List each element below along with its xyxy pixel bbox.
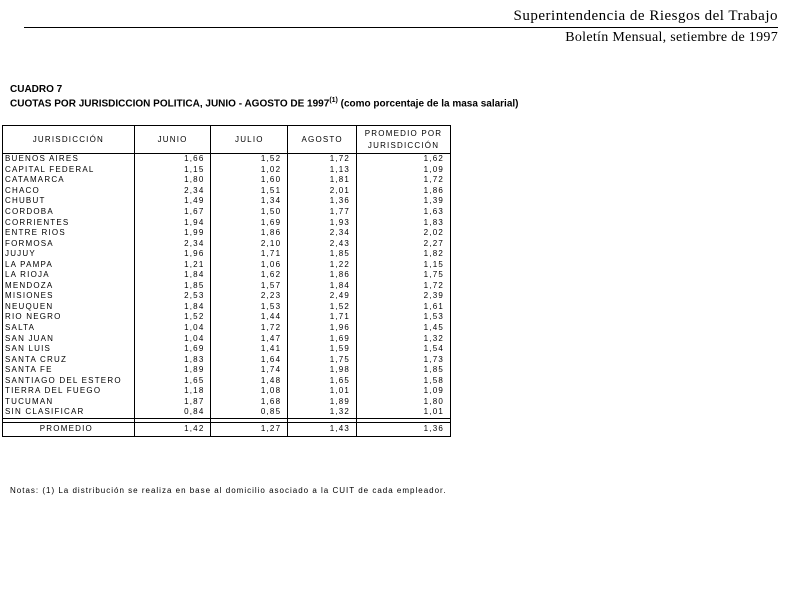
value-cell: 1,09 xyxy=(357,386,451,397)
value-cell: 1,75 xyxy=(357,270,451,281)
table-header-row xyxy=(3,126,451,154)
value-cell: 1,94 xyxy=(134,217,211,228)
jurisdiccion-cell: SANTA CRUZ xyxy=(3,354,135,365)
value-cell: 1,98 xyxy=(288,365,357,376)
table-row xyxy=(3,186,451,197)
value-cell: 1,73 xyxy=(357,354,451,365)
table-row xyxy=(3,175,451,186)
table-row xyxy=(3,154,451,165)
table-row xyxy=(3,365,451,376)
value-cell: 0,84 xyxy=(134,407,211,418)
table-row xyxy=(3,238,451,249)
value-cell: 1,84 xyxy=(288,281,357,292)
jurisdiccion-cell: TUCUMAN xyxy=(3,397,135,408)
value-cell: 2,43 xyxy=(288,238,357,249)
value-cell: 1,44 xyxy=(211,312,288,323)
value-cell: 1,86 xyxy=(288,270,357,281)
value-cell: 1,86 xyxy=(357,186,451,197)
value-cell: 1,08 xyxy=(211,386,288,397)
value-cell: 1,47 xyxy=(211,333,288,344)
value-cell: 2,23 xyxy=(211,291,288,302)
table-row xyxy=(3,228,451,239)
jurisdiccion-cell: CAPITAL FEDERAL xyxy=(3,165,135,176)
value-cell: 2,02 xyxy=(357,228,451,239)
table-row xyxy=(3,386,451,397)
jurisdiccion-cell: FORMOSA xyxy=(3,238,135,249)
value-cell: 1,34 xyxy=(211,196,288,207)
value-cell: 1,77 xyxy=(288,207,357,218)
value-cell: 1,81 xyxy=(288,175,357,186)
value-cell: 1,61 xyxy=(357,302,451,313)
table-row xyxy=(3,165,451,176)
table-row xyxy=(3,259,451,270)
value-cell: 1,82 xyxy=(357,249,451,260)
publisher-title: Superintendencia de Riesgos del Trabajo xyxy=(513,8,778,24)
bulletin-subtitle: Boletín Mensual, setiembre de 1997 xyxy=(565,30,778,45)
jurisdiccion-cell: CHACO xyxy=(3,186,135,197)
value-cell: 1,72 xyxy=(357,281,451,292)
value-cell: 1,74 xyxy=(211,365,288,376)
value-cell: 2,10 xyxy=(211,238,288,249)
jurisdiccion-cell: PROMEDIO xyxy=(3,422,135,436)
value-cell: 1,75 xyxy=(288,354,357,365)
value-cell: 1,84 xyxy=(134,270,211,281)
value-cell: 1,27 xyxy=(211,422,288,436)
value-cell: 1,83 xyxy=(134,354,211,365)
table-row xyxy=(3,354,451,365)
table-row xyxy=(3,249,451,260)
value-cell: 2,34 xyxy=(288,228,357,239)
cuadro-title-line xyxy=(10,95,519,109)
value-cell: 1,52 xyxy=(211,154,288,165)
value-cell: 1,15 xyxy=(134,165,211,176)
cuadro-note: (como porcentaje de la masa salarial) xyxy=(340,98,519,110)
jurisdiccion-cell: BUENOS AIRES xyxy=(3,154,135,165)
table-row xyxy=(3,281,451,292)
jurisdiccion-cell: CORRIENTES xyxy=(3,217,135,228)
value-cell: 1,58 xyxy=(357,375,451,386)
value-cell: 1,18 xyxy=(134,386,211,397)
value-cell: 1,36 xyxy=(288,196,357,207)
value-cell: 2,39 xyxy=(357,291,451,302)
jurisdiccion-cell: SAN JUAN xyxy=(3,333,135,344)
value-cell: 1,62 xyxy=(357,154,451,165)
value-cell: 1,21 xyxy=(134,259,211,270)
table-row xyxy=(3,196,451,207)
value-cell: 1,68 xyxy=(211,397,288,408)
value-cell: 1,93 xyxy=(288,217,357,228)
value-cell: 1,69 xyxy=(134,344,211,355)
value-cell: 1,32 xyxy=(357,333,451,344)
table-row xyxy=(3,375,451,386)
jurisdiccion-cell: MENDOZA xyxy=(3,281,135,292)
value-cell: 1,72 xyxy=(357,175,451,186)
table-row xyxy=(3,312,451,323)
value-cell: 1,80 xyxy=(134,175,211,186)
table-row xyxy=(3,397,451,408)
value-cell: 2,53 xyxy=(134,291,211,302)
value-cell: 1,85 xyxy=(357,365,451,376)
value-cell: 1,85 xyxy=(134,281,211,292)
value-cell: 1,15 xyxy=(357,259,451,270)
jurisdiccion-cell: SAN LUIS xyxy=(3,344,135,355)
table-row xyxy=(3,270,451,281)
value-cell: 1,36 xyxy=(357,422,451,436)
value-cell: 1,65 xyxy=(134,375,211,386)
value-cell: 2,49 xyxy=(288,291,357,302)
value-cell: 1,63 xyxy=(357,207,451,218)
jurisdiccion-cell: MISIONES xyxy=(3,291,135,302)
header-junio: JUNIO xyxy=(134,126,211,154)
value-cell: 1,01 xyxy=(288,386,357,397)
jurisdiccion-cell: JUJUY xyxy=(3,249,135,260)
header-agosto: AGOSTO xyxy=(288,126,357,154)
header-divider xyxy=(24,27,778,28)
value-cell: 1,89 xyxy=(288,397,357,408)
value-cell: 1,59 xyxy=(288,344,357,355)
header-jurisdiccion: JURISDICCIÓN xyxy=(3,126,135,154)
value-cell: 1,43 xyxy=(288,422,357,436)
data-table xyxy=(2,125,451,437)
value-cell: 1,50 xyxy=(211,207,288,218)
value-cell: 1,42 xyxy=(134,422,211,436)
value-cell: 0,85 xyxy=(211,407,288,418)
table-row xyxy=(3,207,451,218)
table-row xyxy=(3,407,451,418)
value-cell: 1,72 xyxy=(211,323,288,334)
value-cell: 1,69 xyxy=(288,333,357,344)
value-cell: 1,32 xyxy=(288,407,357,418)
value-cell: 2,27 xyxy=(357,238,451,249)
jurisdiccion-cell: CHUBUT xyxy=(3,196,135,207)
jurisdiccion-cell: LA RIOJA xyxy=(3,270,135,281)
value-cell: 2,34 xyxy=(134,186,211,197)
jurisdiccion-cell: SIN CLASIFICAR xyxy=(3,407,135,418)
notes: Notas: (1) La distribución se realiza en base al domicilio asociado a la CUIT de cada empleador. xyxy=(10,486,447,495)
cuadro-title: CUOTAS POR JURISDICCION POLITICA, JUNIO - AGOSTO DE 1997 xyxy=(10,98,330,110)
value-cell: 1,51 xyxy=(211,186,288,197)
cuadro-number: CUADRO 7 xyxy=(10,84,63,95)
jurisdiccion-cell: TIERRA DEL FUEGO xyxy=(3,386,135,397)
value-cell: 1,09 xyxy=(357,165,451,176)
value-cell: 1,83 xyxy=(357,217,451,228)
value-cell: 1,96 xyxy=(288,323,357,334)
table-row xyxy=(3,302,451,313)
value-cell: 1,66 xyxy=(134,154,211,165)
jurisdiccion-cell: LA PAMPA xyxy=(3,259,135,270)
value-cell: 1,85 xyxy=(288,249,357,260)
jurisdiccion-cell: CATAMARCA xyxy=(3,175,135,186)
jurisdiccion-cell: ENTRE RIOS xyxy=(3,228,135,239)
value-cell: 1,41 xyxy=(211,344,288,355)
header-julio: JULIO xyxy=(211,126,288,154)
header-promedio xyxy=(357,126,451,154)
value-cell: 1,52 xyxy=(288,302,357,313)
value-cell: 1,06 xyxy=(211,259,288,270)
jurisdiccion-cell: SANTA FE xyxy=(3,365,135,376)
jurisdiccion-cell: SANTIAGO DEL ESTERO xyxy=(3,375,135,386)
jurisdiccion-cell: SALTA xyxy=(3,323,135,334)
value-cell: 1,99 xyxy=(134,228,211,239)
value-cell: 1,04 xyxy=(134,333,211,344)
value-cell: 1,13 xyxy=(288,165,357,176)
value-cell: 1,22 xyxy=(288,259,357,270)
value-cell: 1,80 xyxy=(357,397,451,408)
value-cell: 1,87 xyxy=(134,397,211,408)
table-row xyxy=(3,422,451,436)
value-cell: 1,01 xyxy=(357,407,451,418)
value-cell: 1,89 xyxy=(134,365,211,376)
value-cell: 2,01 xyxy=(288,186,357,197)
value-cell: 2,34 xyxy=(134,238,211,249)
value-cell: 1,02 xyxy=(211,165,288,176)
value-cell: 1,57 xyxy=(211,281,288,292)
value-cell: 1,54 xyxy=(357,344,451,355)
header-promedio-line1: PROMEDIO POR xyxy=(364,128,443,138)
value-cell: 1,71 xyxy=(211,249,288,260)
jurisdiccion-cell: CORDOBA xyxy=(3,207,135,218)
table-row xyxy=(3,217,451,228)
value-cell: 1,49 xyxy=(134,196,211,207)
header-promedio-line2: JURISDICCIÓN xyxy=(367,140,440,150)
value-cell: 1,72 xyxy=(288,154,357,165)
jurisdiccion-cell: NEUQUEN xyxy=(3,302,135,313)
value-cell: 1,60 xyxy=(211,175,288,186)
jurisdiccion-cell: RIO NEGRO xyxy=(3,312,135,323)
table-row xyxy=(3,344,451,355)
value-cell: 1,65 xyxy=(288,375,357,386)
value-cell: 1,48 xyxy=(211,375,288,386)
value-cell: 1,67 xyxy=(134,207,211,218)
value-cell: 1,69 xyxy=(211,217,288,228)
cuadro-footnote-mark: (1) xyxy=(329,97,338,104)
value-cell: 1,71 xyxy=(288,312,357,323)
value-cell: 1,53 xyxy=(211,302,288,313)
value-cell: 1,62 xyxy=(211,270,288,281)
value-cell: 1,45 xyxy=(357,323,451,334)
value-cell: 1,64 xyxy=(211,354,288,365)
value-cell: 1,04 xyxy=(134,323,211,334)
value-cell: 1,84 xyxy=(134,302,211,313)
value-cell: 1,86 xyxy=(211,228,288,239)
table-row xyxy=(3,291,451,302)
table-caption xyxy=(10,84,519,109)
value-cell: 1,53 xyxy=(357,312,451,323)
value-cell: 1,96 xyxy=(134,249,211,260)
value-cell: 1,39 xyxy=(357,196,451,207)
value-cell: 1,52 xyxy=(134,312,211,323)
table-row xyxy=(3,323,451,334)
table-row xyxy=(3,333,451,344)
